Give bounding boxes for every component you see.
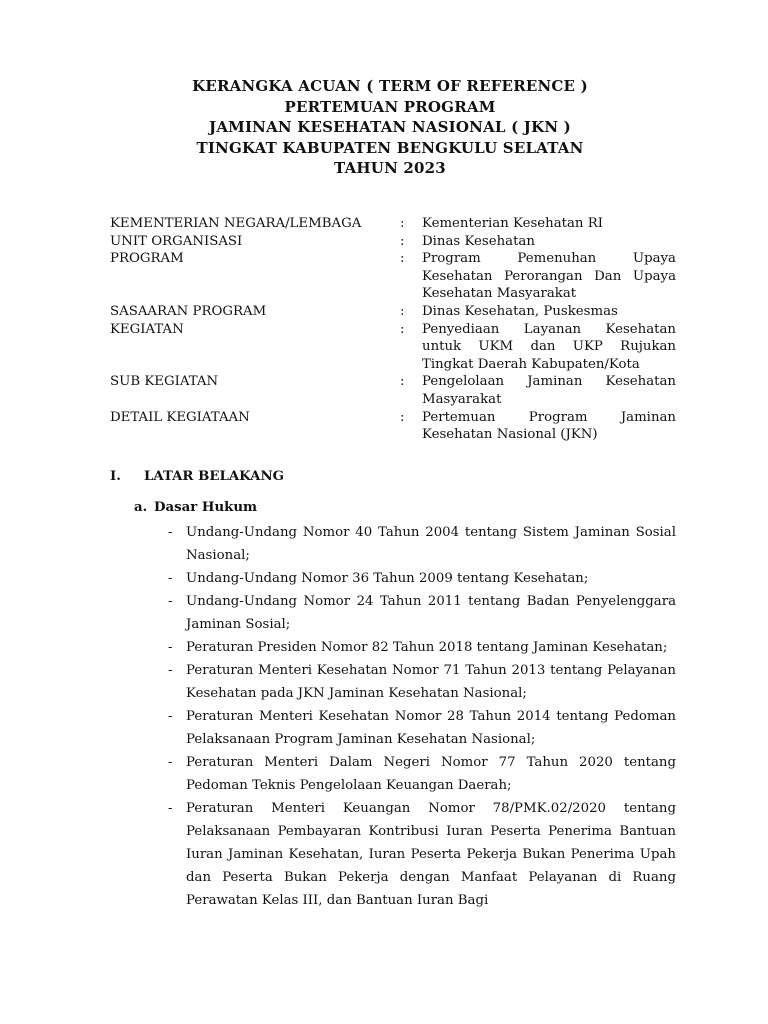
info-label: SUB KEGIATAN: [110, 374, 219, 390]
list-item-text: Peraturan Menteri Kesehatan Nomor 28 Tahun 2014 tentang Pedoman Pelaksanaan Program Jaminan Kesehatan Nasional;: [186, 709, 676, 747]
info-value: Program Pemenuhan Upaya Kesehatan Perorangan Dan Upaya Kesehatan Masyarakat: [422, 251, 676, 302]
info-value: Kementerian Kesehatan RI: [422, 216, 603, 231]
dash-bullet: -: [168, 525, 173, 540]
info-label: KEGIATAN: [110, 321, 184, 337]
subsection-letter: a.: [134, 500, 148, 515]
info-row-kementerian: [110, 215, 676, 233]
list-item-text: Peraturan Menteri Dalam Negeri Nomor 77 Tahun 2020 tentang Pedoman Teknis Pengelolaan Keuangan Daerah;: [186, 755, 676, 793]
dash-bullet: -: [168, 709, 173, 724]
info-value: Pengelolaan Jaminan Kesehatan Masyarakat: [422, 374, 676, 407]
list-item-text: Undang-Undang Nomor 40 Tahun 2004 tentang Sistem Jaminan Sosial Nasional;: [186, 525, 676, 563]
info-row-sub-kegiatan: [110, 373, 676, 408]
list-item-text: Peraturan Menteri Keuangan Nomor 78/PMK.02/2020 tentang Pelaksanaan Pembayaran Kontribusi Iuran Peserta Penerima Bantuan Iuran Jaminan Kesehatan, Iuran Peserta Pekerja Bukan Penerima Upah dan Peserta Bukan Pekerja dengan Manfaat Pelayanan di Ruang Perawatan Kelas III, dan Bantuan Iuran Bagi: [186, 801, 676, 908]
list-item-text: Undang-Undang Nomor 36 Tahun 2009 tentang Kesehatan;: [186, 571, 589, 586]
info-table: [110, 215, 676, 444]
list-item: [168, 705, 676, 751]
title-line-2: PERTEMUAN PROGRAM: [284, 97, 496, 116]
title-line-3: JAMINAN KESEHATAN NASIONAL ( JKN ): [209, 118, 571, 136]
dash-bullet: -: [168, 663, 173, 678]
info-row-kegiatan: [110, 321, 676, 374]
section-title: LATAR BELAKANG: [144, 469, 284, 484]
info-colon: :: [400, 251, 405, 267]
title-line-1: KERANGKA ACUAN ( TERM OF REFERENCE ): [192, 77, 588, 95]
info-label: PROGRAM: [110, 251, 184, 267]
document-title: [0, 76, 768, 179]
info-colon: :: [400, 409, 405, 425]
info-colon: :: [400, 303, 405, 319]
info-label: KEMENTERIAN NEGARA/LEMBAGA: [110, 216, 362, 231]
info-row-sasaran-program: [110, 303, 676, 321]
legal-basis-list: [110, 521, 676, 912]
title-line-4: TINGKAT KABUPATEN BENGKULU SELATAN: [196, 138, 584, 157]
info-row-detail-kegiatan: [110, 409, 676, 444]
info-colon: :: [400, 374, 405, 390]
subsection-title: Dasar Hukum: [154, 500, 258, 515]
dash-bullet: -: [168, 571, 173, 586]
info-value: Dinas Kesehatan, Puskesmas: [422, 303, 618, 319]
section-number: I.: [110, 469, 121, 484]
info-value: Dinas Kesehatan: [422, 233, 535, 249]
list-item: [168, 567, 676, 590]
info-colon: :: [400, 216, 405, 231]
dash-bullet: -: [168, 755, 173, 770]
info-row-unit-organisasi: [110, 233, 676, 251]
info-colon: :: [400, 233, 405, 249]
list-item: [168, 659, 676, 705]
info-value: Pertemuan Program Jaminan Kesehatan Nasional (JKN): [422, 409, 676, 443]
dash-bullet: -: [168, 801, 173, 816]
info-label: SASAARAN PROGRAM: [110, 303, 267, 319]
title-line-5: TAHUN 2023: [334, 159, 446, 177]
info-row-program: [110, 250, 676, 303]
dash-bullet: -: [168, 640, 173, 655]
dash-bullet: -: [168, 594, 173, 609]
info-label: DETAIL KEGIATAAN: [110, 409, 250, 425]
list-item: [168, 797, 676, 912]
list-item: [168, 590, 676, 636]
info-colon: :: [400, 321, 405, 337]
list-item: [168, 636, 676, 659]
section-latar-belakang: [110, 468, 676, 912]
section-heading: [110, 468, 676, 486]
list-item-text: Undang-Undang Nomor 24 Tahun 2011 tentang Badan Penyelenggara Jaminan Sosial;: [186, 594, 676, 632]
info-label: UNIT ORGANISASI: [110, 233, 243, 249]
list-item-text: Peraturan Menteri Kesehatan Nomor 71 Tahun 2013 tentang Pelayanan Kesehatan pada JKN Jaminan Kesehatan Nasional;: [186, 663, 676, 701]
list-item-text: Peraturan Presiden Nomor 82 Tahun 2018 tentang Jaminan Kesehatan;: [186, 640, 668, 655]
list-item: [168, 521, 676, 567]
list-item: [168, 751, 676, 797]
info-value: Penyediaan Layanan Kesehatan untuk UKM dan UKP Rujukan Tingkat Daerah Kabupaten/Kota: [422, 321, 676, 372]
subsection-heading: [134, 499, 676, 517]
